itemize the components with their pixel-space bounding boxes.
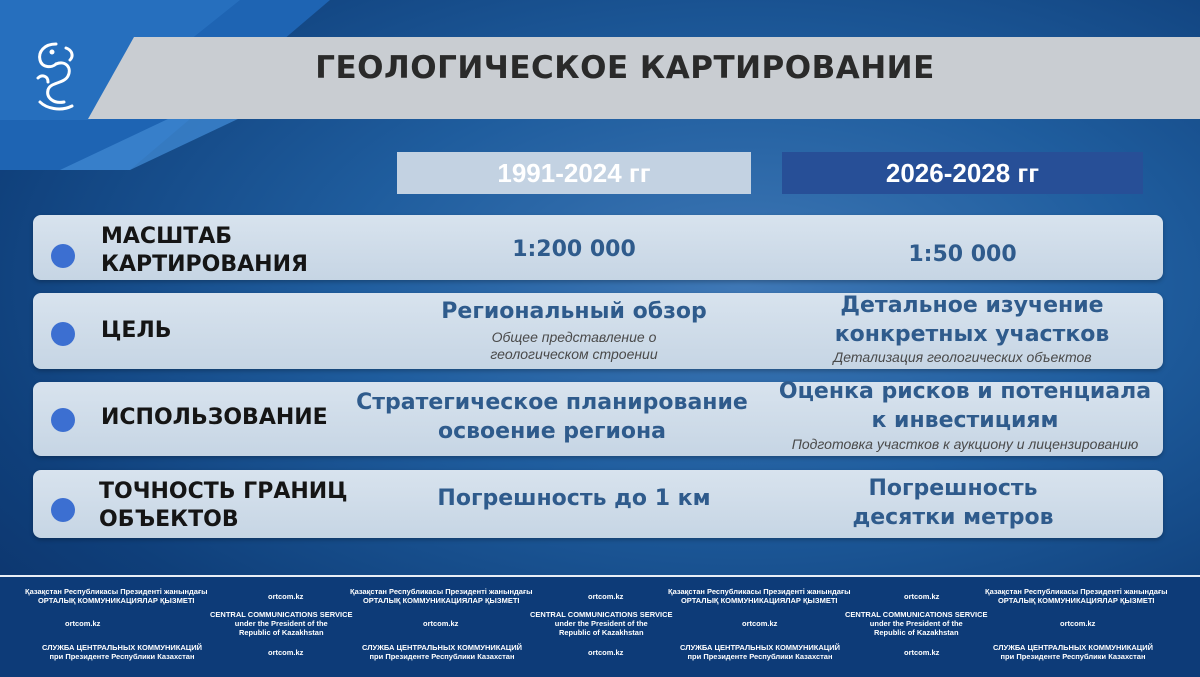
row-note-period-2: Детализация геологических объектов bbox=[833, 349, 1092, 365]
footer-text: Қазақстан Республикасы Президенті жанындағы ОРТАЛЫҚ КОММУНИКАЦИЯЛАР ҚЫЗМЕТІ bbox=[350, 587, 533, 605]
footer-text: СЛУЖБА ЦЕНТРАЛЬНЫХ КОММУНИКАЦИЙ при Президенте Республики Казахстан bbox=[680, 643, 841, 661]
footer-text: Қазақстан Республикасы Президенті жанындағы ОРТАЛЫҚ КОММУНИКАЦИЯЛАР ҚЫЗМЕТІ bbox=[668, 587, 851, 605]
row-label: ТОЧНОСТЬ ГРАНИЦ ОБЪЕКТОВ bbox=[99, 479, 348, 532]
table-row-accuracy bbox=[33, 470, 1163, 538]
footer-site: ortcom.kz bbox=[588, 592, 624, 601]
bullet-icon bbox=[51, 322, 75, 346]
footer-site: ortcom.kz bbox=[904, 648, 940, 657]
footer-text: Қазақстан Республикасы Президенті жанындағы ОРТАЛЫҚ КОММУНИКАЦИЯЛАР ҚЫЗМЕТІ bbox=[985, 587, 1168, 605]
footer-site: ortcom.kz bbox=[423, 619, 459, 628]
row-label: ИСПОЛЬЗОВАНИЕ bbox=[101, 405, 328, 430]
footer-site: ortcom.kz bbox=[904, 592, 940, 601]
row-value-period-2: Детальное изучение конкретных участков bbox=[834, 293, 1110, 347]
row-value-period-2: Погрешность десятки метров bbox=[852, 476, 1054, 530]
footer-site: ortcom.kz bbox=[268, 648, 304, 657]
row-note-period-1: Общее представление о геологическом строении bbox=[490, 329, 658, 362]
footer-site: ortcom.kz bbox=[1060, 619, 1096, 628]
footer-site: ortcom.kz bbox=[268, 592, 304, 601]
footer-site: ortcom.kz bbox=[588, 648, 624, 657]
row-value-period-1: Стратегическое планирование освоение региона bbox=[356, 390, 748, 444]
table-row-goal bbox=[33, 293, 1163, 369]
footer-text: СЛУЖБА ЦЕНТРАЛЬНЫХ КОММУНИКАЦИЙ при Президенте Республики Казахстан bbox=[993, 643, 1154, 661]
row-note-period-2: Подготовка участков к аукциону и лицензированию bbox=[791, 436, 1139, 452]
snow-leopard-logo bbox=[26, 38, 86, 116]
footer-watermark bbox=[0, 575, 1200, 677]
column-header-period-1: 1991-2024 гг bbox=[397, 152, 751, 194]
bullet-icon bbox=[51, 408, 75, 432]
footer-text: CENTRAL COMMUNICATIONS SERVICE under the President of the Republic of Kazakhstan bbox=[530, 610, 673, 637]
footer-text: СЛУЖБА ЦЕНТРАЛЬНЫХ КОММУНИКАЦИЙ при Президенте Республики Казахстан bbox=[362, 643, 523, 661]
bullet-icon bbox=[51, 498, 75, 522]
footer-text: Қазақстан Республикасы Президенті жанындағы ОРТАЛЫҚ КОММУНИКАЦИЯЛАР ҚЫЗМЕТІ bbox=[25, 587, 208, 605]
row-value-period-2: Оценка рисков и потенциала к инвестициям bbox=[778, 379, 1152, 433]
bullet-icon bbox=[51, 244, 75, 268]
row-value-period-2: 1:50 000 bbox=[908, 242, 1017, 267]
footer-site: ortcom.kz bbox=[742, 619, 778, 628]
footer-text: CENTRAL COMMUNICATIONS SERVICE under the President of the Republic of Kazakhstan bbox=[845, 610, 988, 637]
row-label: ЦЕЛЬ bbox=[101, 318, 172, 343]
column-header-period-2: 2026-2028 гг bbox=[782, 152, 1143, 194]
footer-site: ortcom.kz bbox=[65, 619, 101, 628]
row-value-period-1: Региональный обзор bbox=[441, 299, 707, 324]
row-label: МАСШТАБ КАРТИРОВАНИЯ bbox=[101, 224, 308, 277]
row-value-period-1: 1:200 000 bbox=[512, 237, 636, 262]
table-row-usage bbox=[33, 379, 1163, 456]
table-row-scale bbox=[33, 215, 1163, 280]
footer-text: CENTRAL COMMUNICATIONS SERVICE under the President of the Republic of Kazakhstan bbox=[210, 610, 353, 637]
footer-text: СЛУЖБА ЦЕНТРАЛЬНЫХ КОММУНИКАЦИЙ при Президенте Республики Казахстан bbox=[42, 643, 203, 661]
row-value-period-1: Погрешность до 1 км bbox=[437, 486, 711, 511]
page-title: ГЕОЛОГИЧЕСКОЕ КАРТИРОВАНИЕ bbox=[315, 50, 935, 86]
